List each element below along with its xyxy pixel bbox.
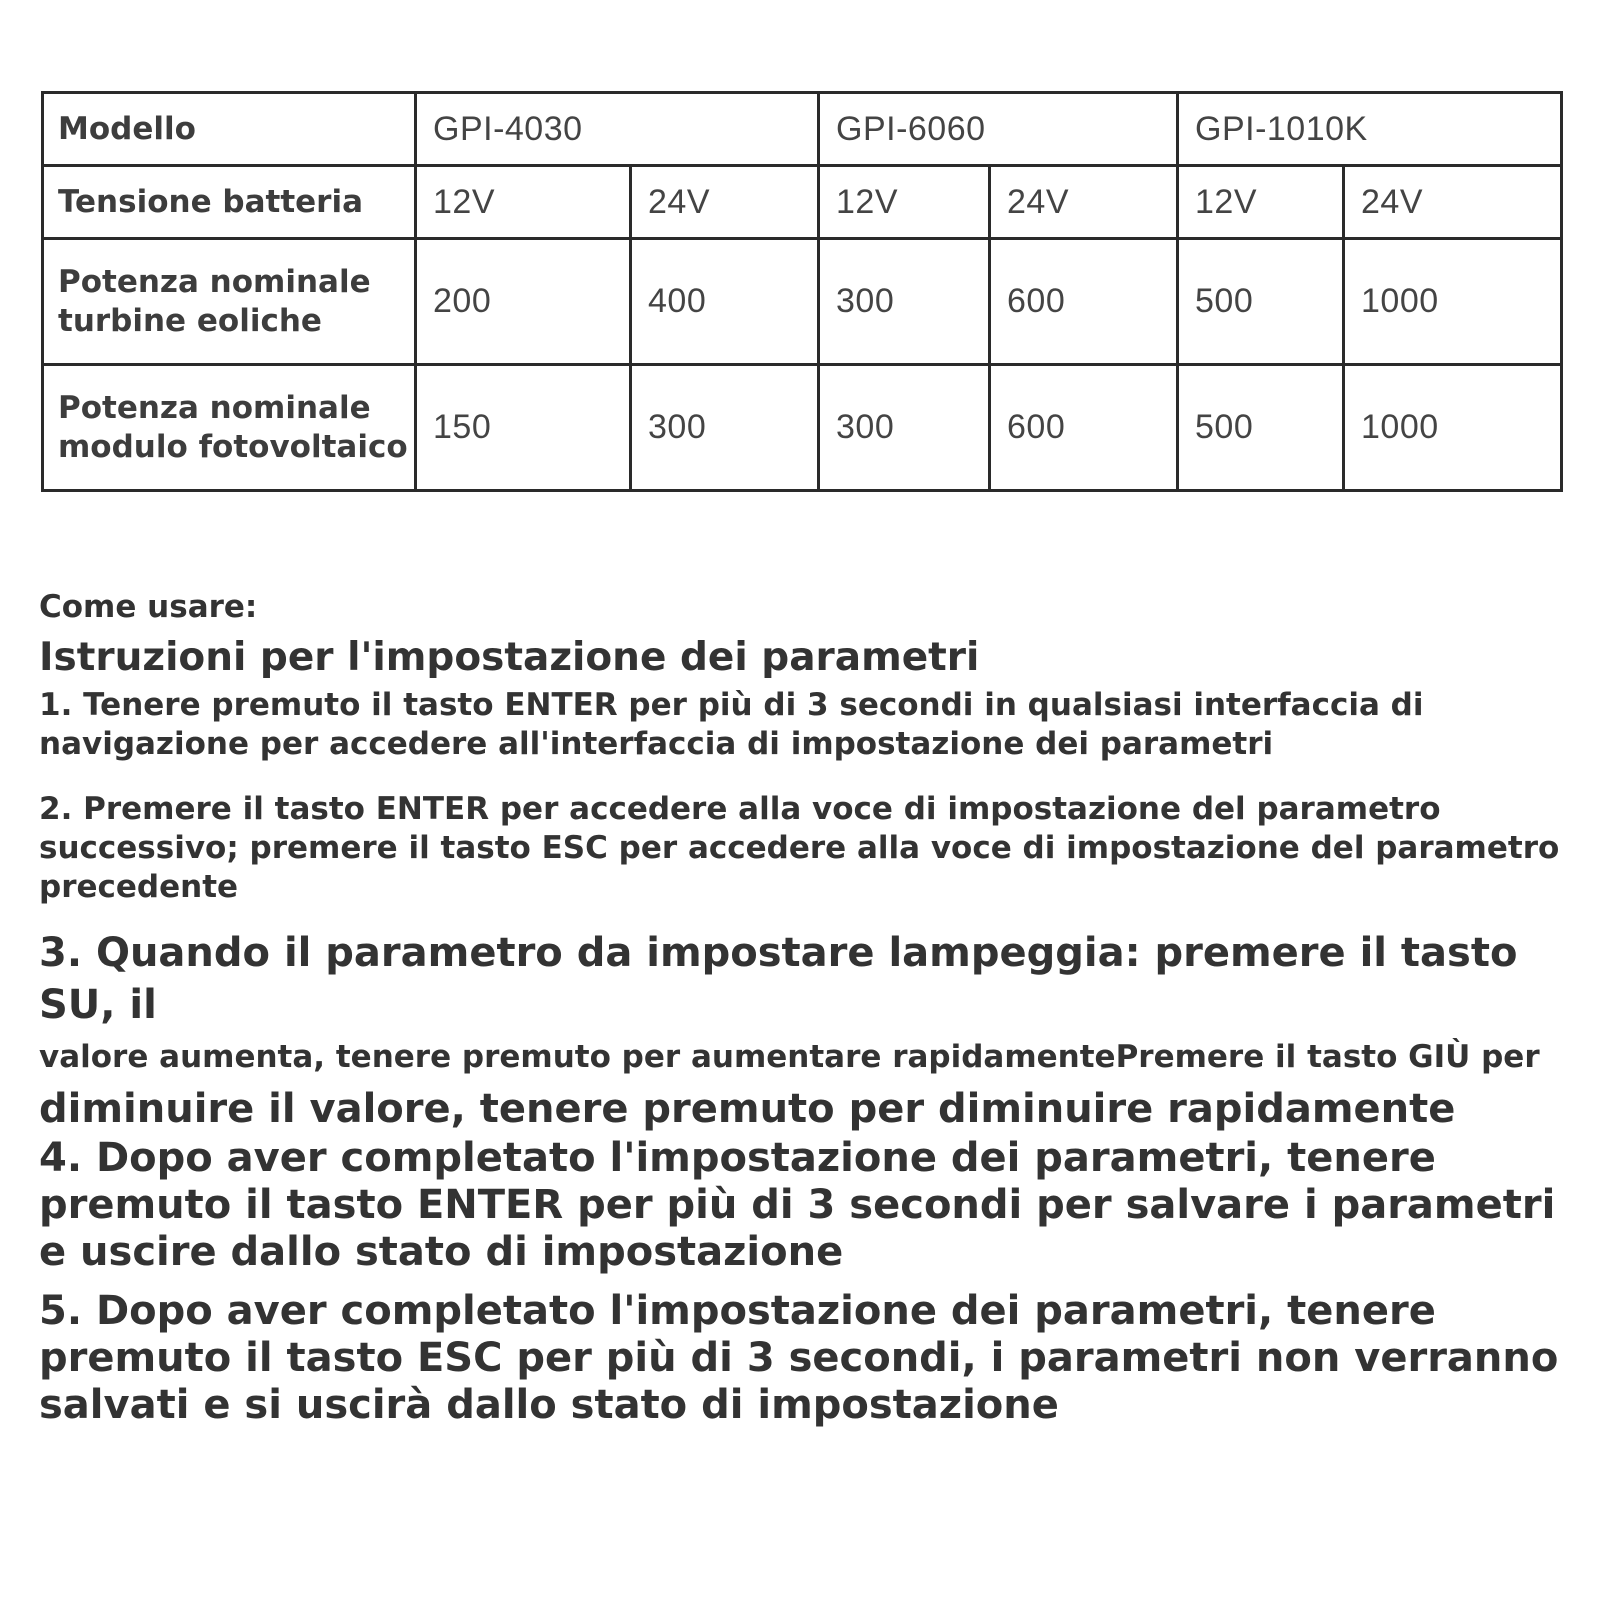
instruction-step-1: 1. Tenere premuto il tasto ENTER per più di 3 secondi in qualsiasi interfaccia di navigazione per accedere all'interfaccia di impostazione dei parametri: [39, 687, 1424, 762]
voltage-label: Tensione batteria: [43, 166, 416, 239]
wind-power-cell: 300: [819, 239, 990, 365]
instruction-step-5: 5. Dopo aver completato l'impostazione dei parametri, tenere premuto il tasto ESC per più di 3 secondi, i parametri non verranno salvati e si uscirà dallo stato di impostazione: [39, 1288, 1559, 1428]
model-gpi-4030: GPI-4030: [416, 93, 819, 166]
voltage-cell: 24V: [990, 166, 1178, 239]
instruction-step-4: 4. Dopo aver completato l'impostazione dei parametri, tenere premuto il tasto ENTER per più di 3 secondi per salvare i parametri e uscire dallo stato di impostazione: [39, 1135, 1556, 1275]
pv-power-cell: 300: [819, 365, 990, 491]
spec-table: [41, 91, 1563, 492]
model-gpi-6060: GPI-6060: [819, 93, 1178, 166]
instruction-step-3: [39, 927, 1589, 1135]
wind-power-cell: 200: [416, 239, 631, 365]
pv-power-cell: 300: [631, 365, 819, 491]
voltage-cell: 12V: [819, 166, 990, 239]
instructions-section: [39, 588, 1589, 1429]
pv-power-cell: 1000: [1344, 365, 1562, 491]
pv-power-label-line2: modulo fotovoltaico: [58, 428, 408, 465]
wind-power-cell: 400: [631, 239, 819, 365]
voltage-cell: 24V: [1344, 166, 1562, 239]
table-row-voltage: [43, 166, 1562, 239]
instruction-step-2: 2. Premere il tasto ENTER per accedere alla voce di impostazione del parametro successivo; premere il tasto ESC per accedere alla voce di impostazione del parametro precedente: [39, 791, 1560, 905]
wind-power-label: [43, 239, 416, 365]
pv-power-label-line1: Potenza nominale: [58, 389, 371, 426]
pv-power-cell: 600: [990, 365, 1178, 491]
voltage-cell: 24V: [631, 166, 819, 239]
how-to-label: Come usare:: [39, 589, 258, 625]
wind-power-cell: 600: [990, 239, 1178, 365]
voltage-cell: 12V: [416, 166, 631, 239]
table-row-wind-power: [43, 239, 1562, 365]
voltage-cell: 12V: [1178, 166, 1344, 239]
model-gpi-1010k: GPI-1010K: [1178, 93, 1562, 166]
instruction-step-3-part3: diminuire il valore, tenere premuto per diminuire rapidamente: [39, 1086, 1456, 1132]
wind-power-cell: 1000: [1344, 239, 1562, 365]
instruction-step-3-part1: 3. Quando il parametro da impostare lampeggia: premere il tasto SU, il: [39, 930, 1518, 1028]
pv-power-label: [43, 365, 416, 491]
table-row-model: [43, 93, 1562, 166]
pv-power-cell: 150: [416, 365, 631, 491]
wind-power-label-line2: turbine eoliche: [58, 302, 322, 339]
pv-power-cell: 500: [1178, 365, 1344, 491]
wind-power-label-line1: Potenza nominale: [58, 263, 371, 300]
instruction-step-3-part2: valore aumenta, tenere premuto per aumentare rapidamentePremere il tasto GIÙ per: [39, 1039, 1540, 1075]
model-label: Modello: [43, 93, 416, 166]
instructions-heading: Istruzioni per l'impostazione dei parametri: [39, 635, 980, 680]
wind-power-cell: 500: [1178, 239, 1344, 365]
table-row-pv-power: [43, 365, 1562, 491]
